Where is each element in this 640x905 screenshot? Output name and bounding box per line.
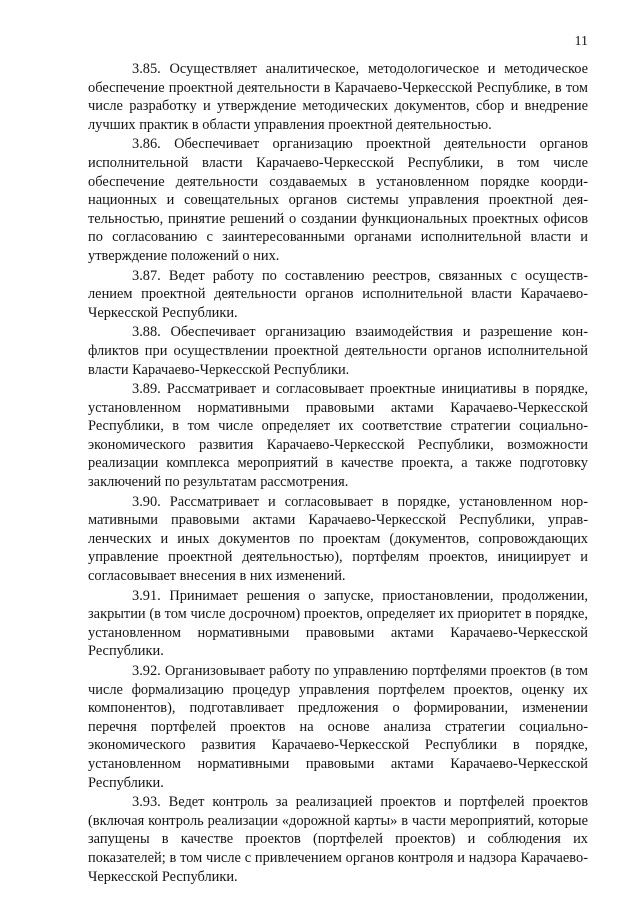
paragraph-3-90: 3.90. Рассматривает и согласовывает в порядке, установленном нормативными правовыми актами Карачаево-Черкесской Республики, управленческих и иных документов по проектам (документов, сопровождающих управление проектной деятельностью), портфелям проектов, инициирует и согласовывает внесения в них изменений. <box>88 493 588 585</box>
paragraph-3-89: 3.89. Рассматривает и согласовывает проектные инициативы в порядке, установленном нормативными правовыми актами Карачаево-Черкесской Республики, в том числе определяет их соответствие стратегии социально-экономического развития Карачаево-Черкесской Республики, возможности реализации комплекса мероприятий в качестве проекта, а также подготовку заключений по результатам рассмотрения. <box>88 381 588 491</box>
paragraph-3-86: 3.86. Обеспечивает организацию проектной деятельности органов исполнительной власти Карачаево-Черкесской Республики, в том числе обеспечение деятельности создаваемых в установленном порядке координационных и совещательных органов системы управления проектной деятельностью, принятие решений о создании функциональных проектных офисов по согласованию с заинтересованными органами исполнительной власти и утверждение положений о них. <box>88 136 588 264</box>
paragraph-3-93: 3.93. Ведет контроль за реализацией проектов и портфелей проектов (включая контроль реализации «дорожной карты» в части мероприятий, которые запущены в качестве проектов (портфелей проектов) и соблюдения их показателей; в том числе с привлечением органов контроля и надзора Карачаево-Черкесской Республики. <box>88 794 588 885</box>
paragraph-3-88: 3.88. Обеспечивает организацию взаимодействия и разрешение конфликтов при осуществлении проектной деятельности органов исполнительной власти Карачаево-Черкесской Республики. <box>88 324 588 378</box>
paragraph-3-85: 3.85. Осуществляет аналитическое, методологическое и методическое обеспечение проектной деятельности в Карачаево-Черкесской Республике, в том числе разработку и утверждение методических документов, сбор и внедрение лучших практик в области управления проектной деятельностью. <box>88 61 588 133</box>
paragraph-3-92: 3.92. Организовывает работу по управлению портфелями проектов (в том числе формализацию процедур управления портфелем проектов, оценку их компонентов), подготавливает предложения о формировании, изменении перечня портфелей проектов на основе анализа стратегии социально-экономического развития Карачаево-Черкесской Республики в порядке, установленном нормативными правовыми актами Карачаево-Черкесской Республики. <box>88 663 588 791</box>
paragraph-3-87: 3.87. Ведет работу по составлению реестров, связанных с осуществлением проектной деятельности органов исполнительной власти Карачаево-Черкесской Республики. <box>88 267 588 321</box>
paragraph-3-91: 3.91. Принимает решения о запуске, приостановлении, продолжении, закрытии (в том числе досрочном) проектов, определяет их приоритет в порядке, установленном нормативными правовыми актами Карачаево-Черкесской Республики. <box>88 587 588 660</box>
page-number: 11 <box>574 34 588 49</box>
document-body <box>88 60 588 886</box>
